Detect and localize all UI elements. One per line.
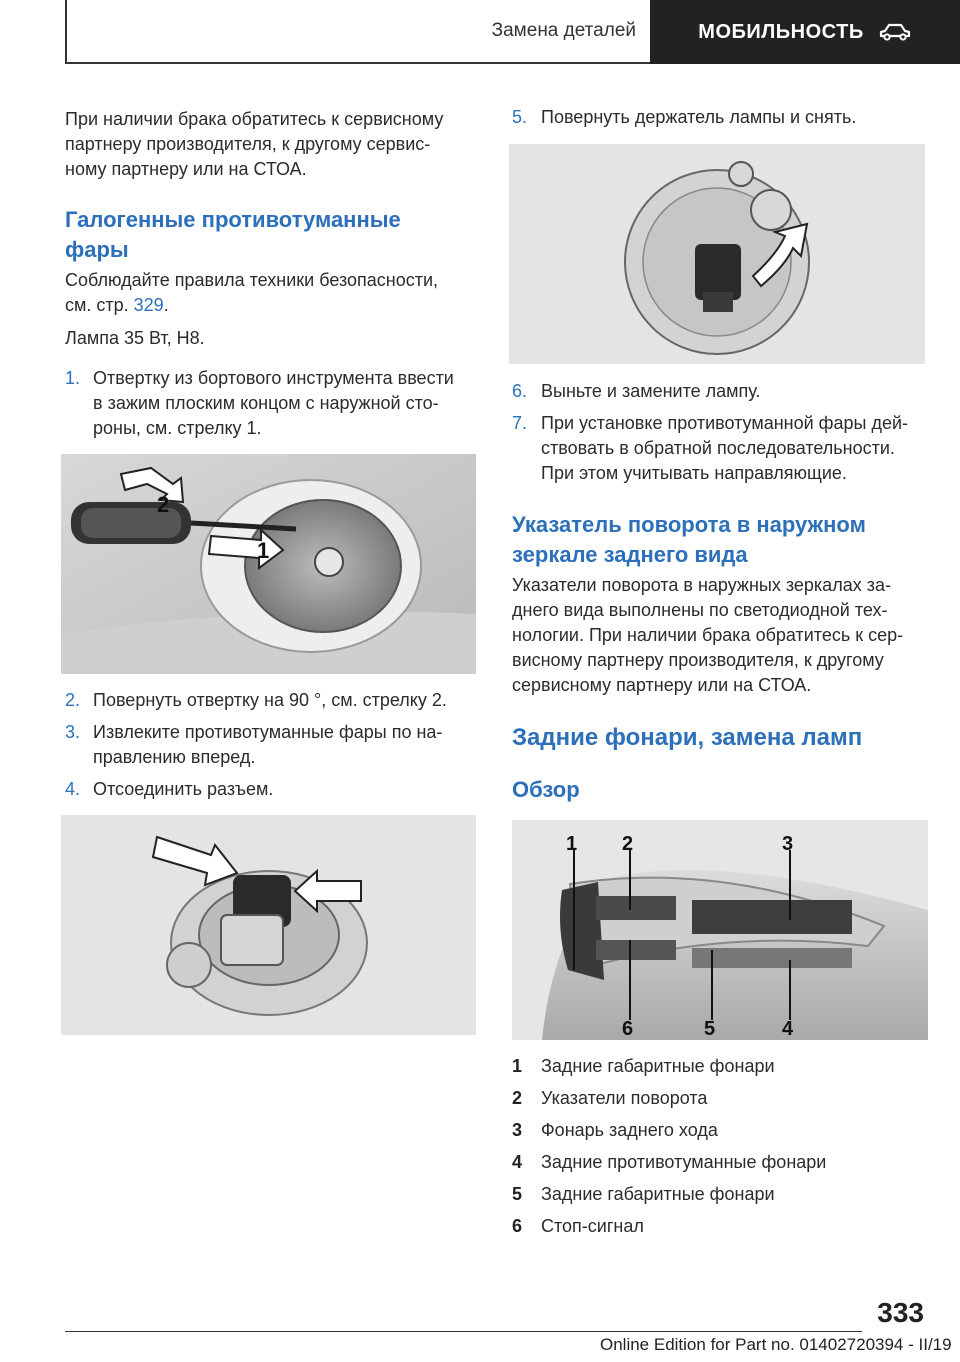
heading-fog-lights: Галогенные противотуманные фары [65,207,401,262]
arrow-label: 1 [257,538,270,563]
legend-text: Указатели поворота [541,1088,708,1108]
legend-number: 3 [512,1120,523,1140]
legend-text: Задние габаритные фонари [541,1184,775,1204]
lamp-holder-figure [509,144,925,364]
legend-number: 1 [512,1056,523,1076]
lamp-spec: Лампа 35 Вт, H8. [65,328,205,348]
legend-text: Задние габаритные фонари [541,1056,775,1076]
mirror-paragraph: Указатели поворота в наружных зеркалах за- днего вида выполнены по светодиодной тех- нологии. При наличии брака обратитесь к сер- висному партнеру производителя, к другому сервисному партнеру или на СТОА. [512,575,904,695]
legend-number: 2 [512,1088,523,1108]
step-text: Повернуть отвертку на 90 °, см. стрелку 2. [93,690,447,710]
step-text: Отвертку из бортового инструмента ввести в зажим плоским концом с наружной сто- роны, см. стрелку 1. [93,368,454,438]
heading-rear-lights: Задние фонари, замена ламп [512,724,863,751]
step-number: 5. [512,107,528,127]
page-link[interactable]: 329 [133,295,164,315]
safety-paragraph: Соблюдайте правила техники безопасности, см. стр. 329. [65,270,439,315]
heading-overview: Обзор [512,777,580,802]
callout-label: 2 [622,833,634,855]
footer-divider [65,1331,862,1332]
rear-light-figure [512,820,928,1040]
intro-paragraph: При наличии брака обратитесь к сервисному партнеру производителя, к другому сервис- ному партнеру или на СТОА. [65,109,444,179]
step-number: 1. [65,368,81,388]
step-text: Выньте и замените лампу. [541,381,761,401]
callout-label: 5 [704,1018,716,1040]
page-number: 333 [877,1297,924,1328]
car-icon [878,22,912,42]
step-text: Отсоединить разъем. [93,779,274,799]
heading-mirror-indicator: Указатель поворота в наружном зеркале заднего вида [512,512,866,567]
legend-text: Фонарь заднего хода [541,1120,718,1140]
legend-number: 6 [512,1216,523,1236]
chapter-title: МОБИЛЬНОСТЬ [698,20,864,43]
step-number: 2. [65,690,81,710]
legend-text: Стоп-сигнал [541,1216,644,1236]
step-number: 4. [65,779,81,799]
legend-number: 5 [512,1184,523,1204]
edition-note: Online Edition for Part no. 01402720394 - II/19 [600,1335,952,1354]
arrow-label: 2 [157,492,170,517]
legend-number: 4 [512,1152,523,1172]
step-text: При установке противотуманной фары дей- ствовать в обратной последовательности. При этом учитывать направляющие. [541,413,909,483]
section-title: Замена деталей [491,20,636,41]
screwdriver-figure [61,454,476,674]
step-number: 3. [65,722,81,742]
step-text: Извлеките противотуманные фары по на- правлению вперед. [93,722,443,767]
step-number: 6. [512,381,528,401]
callout-label: 1 [566,833,578,855]
legend-text: Задние противотуманные фонари [541,1152,827,1172]
step-number: 7. [512,413,528,433]
connector-figure [61,815,476,1035]
callout-label: 3 [782,833,794,855]
step-text: Повернуть держатель лампы и снять. [541,107,857,127]
chapter-tab[interactable] [650,0,960,64]
callout-label: 6 [622,1018,634,1040]
callout-label: 4 [782,1018,794,1040]
